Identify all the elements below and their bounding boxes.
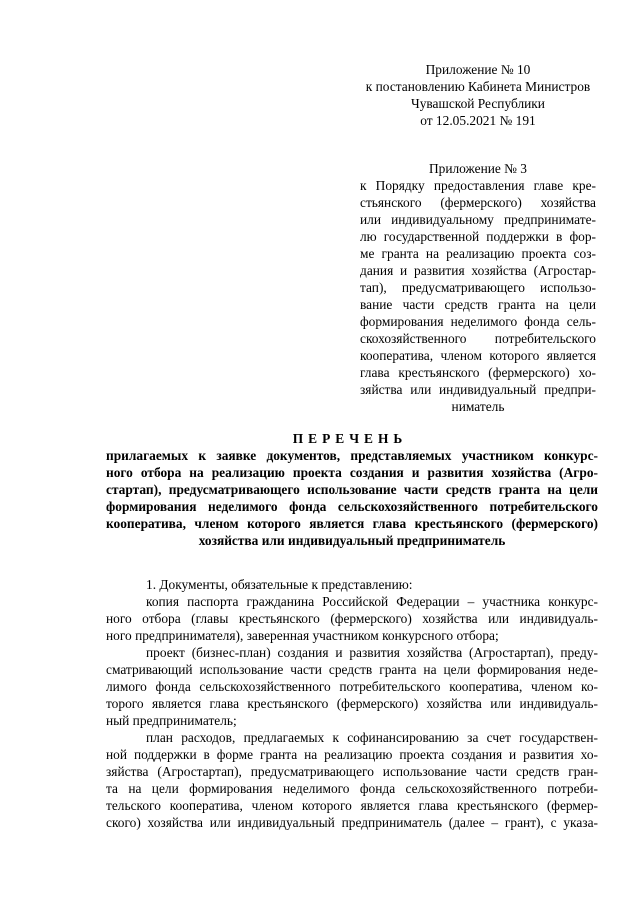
appendix-3-line: ниматель — [451, 399, 505, 414]
appendix-3-line: стьянского (фермерского) хозяйства — [360, 195, 596, 210]
body-line: сматривающий использование части средств гранта на цели формирования неде- — [106, 662, 598, 677]
appendix-10-line: к постановлению Кабинета Министров — [365, 79, 591, 94]
body-line: копия паспорта гражданина Российской Федерации – участника конкурс- — [146, 594, 598, 609]
body-line: план расходов, предлагаемых к софинансированию за счет государствен- — [146, 730, 598, 745]
body-line: зяйства (Агростартап), предусматривающего использование части средств гран- — [106, 764, 598, 779]
document-title: ПЕРЕЧЕНЬ — [292, 431, 408, 446]
appendix-10-line: от 12.05.2021 № 191 — [420, 113, 536, 128]
appendix-3-line: формирования неделимого фонда сель- — [360, 314, 596, 329]
appendix-3-line: дания и развития хозяйства (Агростар- — [360, 263, 596, 278]
appendix-3-line: или индивидуальному предпринимате- — [360, 212, 596, 227]
appendix-10-line: Чувашской Республики — [411, 96, 545, 111]
body-line: ный предприниматель; — [106, 713, 237, 728]
subtitle-line: формирования неделимого фонда сельскохозяйственного потребительского — [106, 499, 598, 514]
appendix-3-line: зяйства или индивидуальный предпри- — [360, 382, 596, 397]
body-line: ного предпринимателя), заверенная участником конкурсного отбора; — [106, 628, 499, 643]
appendix-3-line: ме гранта на реализацию проекта соз- — [360, 246, 596, 261]
appendix-3-line: лю государственной поддержки в фор- — [360, 229, 596, 244]
subtitle-line: ного отбора на реализацию проекта создания и развития хозяйства (Агро- — [106, 465, 598, 480]
appendix-3-heading: Приложение № 3 — [428, 161, 528, 176]
body-line: торого является глава крестьянского (фермерского) хозяйства или индивидуаль- — [106, 696, 598, 711]
appendix-3-line: глава крестьянского (фермерского) хо- — [360, 365, 596, 380]
appendix-3-line: кооператива, членом которого является — [360, 348, 596, 363]
subtitle-line: прилагаемых к заявке документов, представляемых участником конкурс- — [106, 448, 598, 463]
body-line: та на цели формирования неделимого фонда сельскохозяйственного потреби- — [106, 781, 598, 796]
body-line: ского) хозяйства или индивидуальный предприниматель (далее – грант), с указа- — [106, 815, 598, 830]
body-line: ного отбора (главы крестьянского (фермерского) хозяйства или индивидуаль- — [106, 611, 598, 626]
appendix-3-line: тап), предусматривающего использо- — [360, 280, 596, 295]
appendix-3-line: вание части средств гранта на цели — [360, 297, 596, 312]
subtitle-line: кооператива, членом которого является глава крестьянского (фермерского) — [106, 516, 598, 531]
subtitle-line: хозяйства или индивидуальный предприниматель — [198, 533, 506, 548]
body-line: тельского кооператива, членом которого является глава крестьянского (фермер- — [106, 798, 598, 813]
appendix-3-line: скохозяйственного потребительского — [360, 331, 596, 346]
body-line: ной поддержки в форме гранта на реализацию проекта создания и развития хо- — [106, 747, 598, 762]
appendix-10-line: Приложение № 10 — [425, 62, 531, 77]
body-line: проект (бизнес-план) создания и развития хозяйства (Агростартап), преду- — [146, 645, 598, 660]
body-line: лимого фонда сельскохозяйственного потребительского кооператива, членом ко- — [106, 679, 598, 694]
appendix-3-line: к Порядку предоставления главе кре- — [360, 178, 596, 193]
subtitle-line: стартап), предусматривающего использование части средств гранта на цели — [106, 482, 598, 497]
body-line: 1. Документы, обязательные к представлению: — [146, 577, 413, 592]
